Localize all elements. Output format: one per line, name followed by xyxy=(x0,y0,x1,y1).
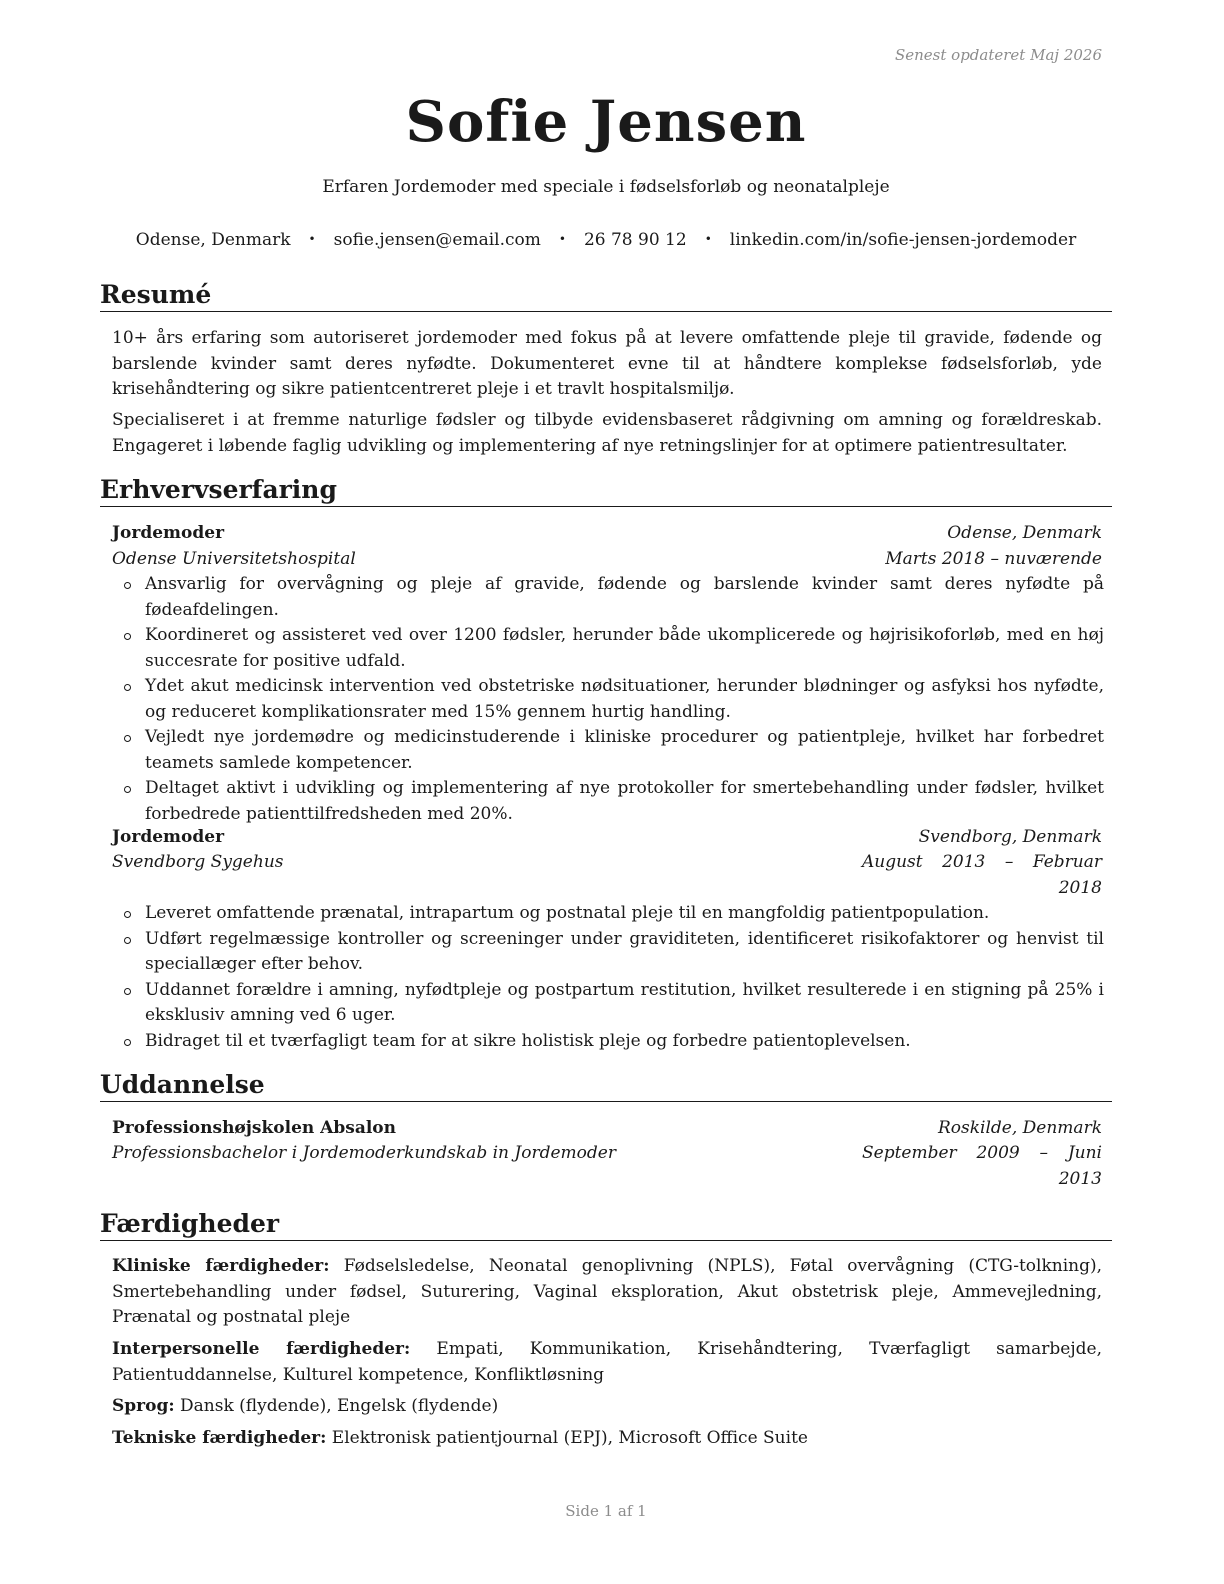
education-dates: September 2009 – Juni 2013 xyxy=(862,1143,1102,1189)
summary-paragraph-1: 10+ års erfaring som autoriseret jordemoder med fokus på at levere omfattende pleje til gravide, fødende og barslende kvinder samt deres nyfødte. Dokumenteret evne til at håndtere komplekse fødselsforløb, yde krisehåndtering og sikre patientcentreret pleje i et travlt hospitalsmiljø. xyxy=(112,328,1102,399)
bullet-ring-icon xyxy=(124,988,131,995)
last-updated: Senest opdateret Maj 2026 xyxy=(894,46,1102,64)
bullet-ring-icon xyxy=(124,786,131,793)
skill-label: Sprog: xyxy=(112,1396,175,1416)
bullet-ring-icon xyxy=(124,582,131,589)
bullet-text: Udført regelmæssige kontroller og screeninger under graviditeten, identificeret risikofaktorer og henvist til speciallæger efter behov. xyxy=(145,928,1104,974)
list-item xyxy=(112,725,1104,776)
section-title-education: Uddannelse xyxy=(100,1070,1112,1102)
skill-group-interpersonal xyxy=(112,1337,1102,1388)
bullet-ring-icon xyxy=(124,911,131,918)
skill-label: Interpersonelle færdigheder: xyxy=(112,1339,411,1359)
bullet-ring-icon xyxy=(124,735,131,742)
contact-phone[interactable]: 26 78 90 12 xyxy=(583,230,687,250)
list-item xyxy=(112,674,1104,725)
list-item xyxy=(112,1029,1104,1055)
skill-group-languages xyxy=(112,1394,1102,1420)
bullet-ring-icon xyxy=(124,633,131,640)
skill-text: Empati, Kommunikation, Krisehåndtering, Tværfagligt samarbejde, Patientuddannelse, Kulturel kompetence, Konfliktløsning xyxy=(112,1339,1102,1385)
bullet-text: Uddannet forældre i amning, nyfødtpleje og postpartum restitution, hvilket resulterede i en stigning på 25% i eksklusiv amning ved 6 uger. xyxy=(145,979,1104,1025)
list-item xyxy=(112,623,1104,674)
job-location: Odense, Denmark xyxy=(947,523,1102,543)
resume-page xyxy=(100,0,1112,1584)
job-2-bullets xyxy=(112,901,1104,1054)
bullet-text: Vejledt nye jordemødre og medicinstuderende i kliniske procedurer og patientpleje, hvilket har forbedret teamets samlede kompetencer. xyxy=(145,727,1104,773)
skill-text: Dansk (flydende), Engelsk (flydende) xyxy=(180,1396,499,1416)
degree: Professionsbachelor i Jordemoderkundskab in Jordemoder xyxy=(112,1143,616,1163)
job-location: Svendborg, Denmark xyxy=(918,827,1102,847)
bullet-ring-icon xyxy=(124,937,131,944)
bullet-ring-icon xyxy=(124,684,131,691)
list-item xyxy=(112,776,1104,827)
list-item xyxy=(112,901,1104,927)
tagline: Erfaren Jordemoder med speciale i fødselsforløb og neonatalpleje xyxy=(322,177,890,197)
list-item xyxy=(112,572,1104,623)
section-title-experience: Erhvervserfaring xyxy=(100,475,1112,507)
school-name: Professionshøjskolen Absalon xyxy=(112,1118,396,1138)
bullet-ring-icon xyxy=(124,1039,131,1046)
bullet-text: Leveret omfattende prænatal, intrapartum og postnatal pleje til en mangfoldig patientpopulation. xyxy=(145,903,990,923)
job-role: Jordemoder xyxy=(112,523,225,543)
skill-label: Tekniske færdigheder: xyxy=(112,1428,327,1448)
bullet-text: Koordineret og assisteret ved over 1200 fødsler, herunder både ukomplicerede og højrisikoforløb, med en høj succesrate for positive udfald. xyxy=(145,625,1104,671)
skill-group-technical xyxy=(112,1426,1102,1452)
summary-paragraph-2: Specialiseret i at fremme naturlige fødsler og tilbyde evidensbaseret rådgivning om amning og forældreskab. Engageret i løbende faglig udvikling og implementering af nye retningslinjer for at optimere patientresultater. xyxy=(112,410,1102,456)
skill-label: Kliniske færdigheder: xyxy=(112,1256,330,1276)
section-title-skills: Færdigheder xyxy=(100,1209,1112,1241)
bullet-text: Bidraget til et tværfagligt team for at sikre holistisk pleje og forbedre patientoplevelsen. xyxy=(145,1030,911,1051)
school-location: Roskilde, Denmark xyxy=(937,1118,1102,1138)
job-role: Jordemoder xyxy=(112,827,225,847)
list-item xyxy=(112,978,1104,1029)
candidate-name: Sofie Jensen xyxy=(405,89,807,155)
contact-email[interactable]: sofie.jensen@email.com xyxy=(333,230,541,250)
separator-dot: • xyxy=(308,232,316,246)
contact-line xyxy=(100,228,1112,251)
skill-text: Fødselsledelse, Neonatal genoplivning (NPLS), Føtal overvågning (CTG-tolkning), Smertebehandling under fødsel, Suturering, Vaginal eksploration, Akut obstetrisk pleje, Ammevejledning, Prænatal og postnatal pleje xyxy=(112,1256,1103,1327)
section-title-summary: Resumé xyxy=(100,280,1112,312)
job-1-bullets xyxy=(112,572,1104,827)
separator-dot: • xyxy=(704,232,712,246)
bullet-text: Deltaget aktivt i udvikling og implementering af nye protokoller for smertebehandling under fødsler, hvilket forbedrede patienttilfredsheden med 20%. xyxy=(145,778,1104,824)
job-dates: August 2013 – Februar 2018 xyxy=(862,852,1102,898)
bullet-text: Ydet akut medicinsk intervention ved obstetriske nødsituationer, herunder blødninger og asfyksi hos nyfødte, og reduceret komplikationsrater med 15% gennem hurtig handling. xyxy=(145,676,1104,722)
separator-dot: • xyxy=(558,232,566,246)
job-employer: Svendborg Sygehus xyxy=(112,852,284,872)
skill-text: Elektronisk patientjournal (EPJ), Microsoft Office Suite xyxy=(331,1428,808,1448)
bullet-text: Ansvarlig for overvågning og pleje af gravide, fødende og barslende kvinder samt deres nyfødte på fødeafdelingen. xyxy=(145,574,1104,620)
job-dates: Marts 2018 – nuværende xyxy=(885,549,1102,569)
skill-group-clinical xyxy=(112,1254,1102,1331)
job-employer: Odense Universitetshospital xyxy=(112,549,356,569)
list-item xyxy=(112,927,1104,978)
contact-linkedin[interactable]: linkedin.com/in/sofie-jensen-jordemoder xyxy=(729,230,1077,250)
contact-location: Odense, Denmark xyxy=(135,230,291,250)
page-number: Side 1 af 1 xyxy=(565,1502,647,1520)
